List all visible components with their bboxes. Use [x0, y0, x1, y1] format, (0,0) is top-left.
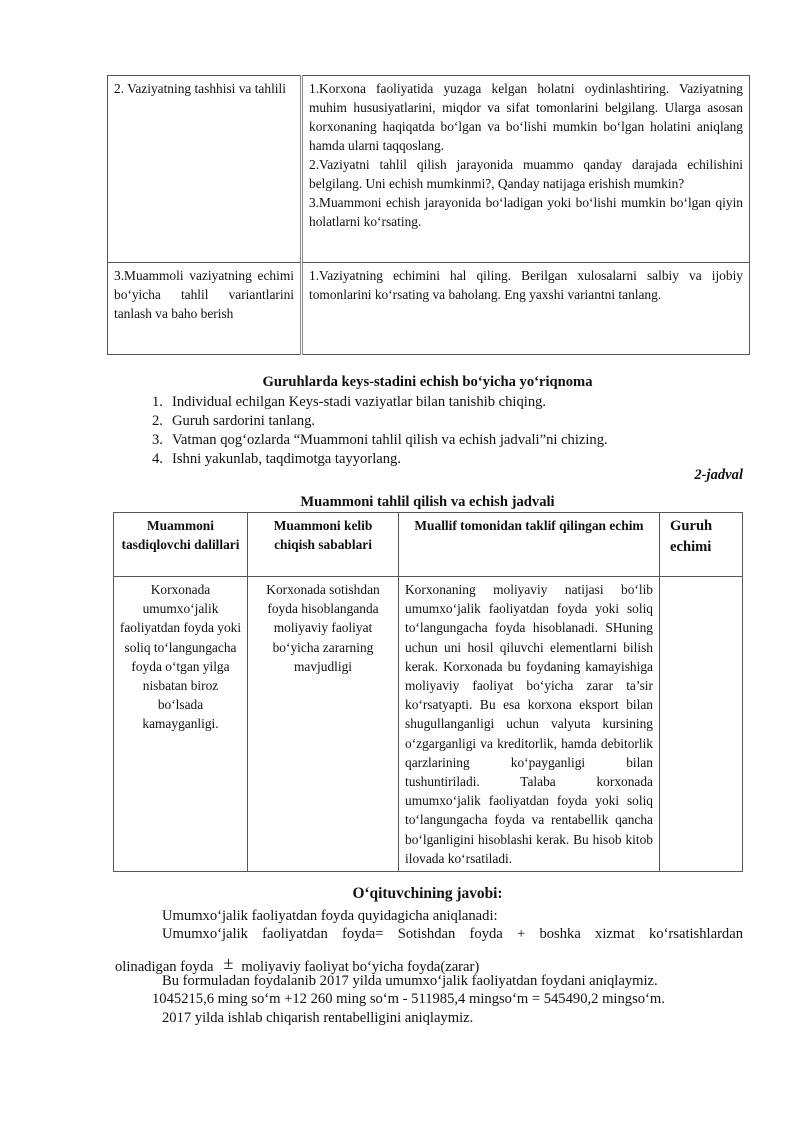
plus-minus-symbol: ±	[223, 953, 234, 973]
list-number: 4.	[152, 451, 163, 467]
list-item	[152, 431, 608, 450]
list-text: Ishni yakunlab, taqdimotga tayyorlang.	[172, 451, 401, 467]
table-label: 2-jadval	[694, 467, 743, 483]
list-item	[152, 393, 608, 412]
answer-paragraph: Umumxo‘jalik faoliyatdan foyda quyidagicha aniqlanadi:	[162, 908, 498, 924]
causes-cell: Korxonada sotishdan foyda hisoblanganda moliyaviy faoliyat bo‘yicha zararning mavjudligi	[248, 577, 399, 872]
step-paragraph: 1.Vaziyatning echimini hal qiling. Berilgan xulosalarni salbiy va ijobiy tomonlarini ko‘rsating va baholang. Eng yaxshi variantni tanlang.	[309, 268, 743, 302]
step-description-cell	[302, 76, 750, 263]
step-paragraph: 2.Vaziyatni tahlil qilish jarayonida muammo qanday darajada echilishini belgilang. Uni echish mumkinmi?, Qanday natijaga erishish mumkin?	[309, 157, 743, 191]
table-row	[108, 76, 750, 263]
step-name: 3.Muammoli vaziyatning echimi bo‘yicha tahlil variantlarini tanlash va baho berish	[114, 268, 294, 321]
formula-calculation: 1045215,6 ming so‘m +12 260 ming so‘m - 511985,4 mingso‘m = 545490,2 mingso‘m.	[152, 991, 665, 1007]
step-name-cell	[108, 76, 302, 263]
list-text: Individual echilgan Keys-stadi vaziyatlar bilan tanishib chiqing.	[172, 394, 547, 410]
guide-title: Guruhlarda keys-stadini echish bo‘yicha yo‘riqnoma	[262, 374, 593, 390]
answer-title: O‘qituvchining javobi:	[352, 885, 503, 902]
step-name-cell	[108, 263, 302, 355]
author-solution-cell: Korxonaning moliyaviy natijasi bo‘lib umumxo‘jalik faoliyatdan foyda yoki soliq to‘langungacha foyda hisoblanadi. SHuning uchun uni hosil qiluvchi elementlarni bilish kerak. Korxonada bu foydaning kamayishiga moliyaviy faoliyat bo‘yicha zarar ta’sir ko‘rsatyapti. Bu esa korxona eksport bilan shugullanganligi uchun valyuta kursining o‘zgarganligi va kreditorlik, hamda debitorlik qarzlarining ko‘payganligi bilan tushuntiriladi. Talaba korxonada umumxo‘jalik faoliyatdan foyda yoki soliq to‘langungacha foyda va rentabellik qancha bo‘lganligini hisoblashi kerak. Bu hisob kitob ilovada ko‘rsatiladi.	[399, 577, 660, 872]
step-paragraph: 3.Muammoni echish jarayonida bo‘ladigan yoki bo‘lishi mumkin bo‘lgan qiyin holatlarni ko‘rsating.	[309, 195, 743, 229]
table-header-row	[114, 513, 743, 577]
answer-paragraph: 2017 yilda ishlab chiqarish rentabelligini aniqlaymiz.	[162, 1010, 474, 1026]
list-text: Guruh sardorini tanlang.	[172, 413, 316, 429]
answer-text: olinadigan foyda	[115, 959, 214, 975]
answer-paragraph: Umumxo‘jalik faoliyatdan foyda= Sotishdan foyda + boshka xizmat ko‘rsatishlardan	[162, 926, 743, 942]
answer-paragraph: Bu formuladan foydalanib 2017 yilda umumxo‘jalik faoliyatdan foydani aniqlaymiz.	[162, 973, 658, 989]
table-title: Muammoni tahlil qilish va echish jadvali	[300, 494, 555, 510]
guide-list	[152, 393, 608, 469]
table-row	[114, 577, 743, 872]
list-number: 3.	[152, 432, 163, 448]
problem-analysis-table	[113, 512, 743, 872]
table-row	[108, 263, 750, 355]
header-author-solution: Muallif tomonidan taklif qilingan echim	[399, 513, 660, 577]
list-text: Vatman qog‘ozlarda “Muammoni tahlil qilish va echish jadvali”ni chizing.	[172, 432, 608, 448]
header-group-solution: Guruh echimi	[660, 513, 743, 577]
answer-text: moliyaviy faoliyat bo‘yicha foyda(zarar)	[241, 959, 480, 975]
group-solution-cell	[660, 577, 743, 872]
list-item	[152, 450, 608, 469]
step-paragraph: 1.Korxona faoliyatida yuzaga kelgan holatni oydinlashtiring. Vaziyatning muhim hususiyatlarini, miqdor va sifat tomonlarini belgilang. Ularga asosan korxonaning haqiqatda bo‘lgan va bo‘lishi mumkin bo‘lgan holatini aniqlang hamda ularni taqqoslang.	[309, 81, 743, 153]
header-evidence: Muammoni tasdiqlovchi dalillari	[114, 513, 248, 577]
case-steps-table	[107, 75, 750, 355]
evidence-cell: Korxonada umumxo‘jalik faoliyatdan foyda yoki soliq to‘langungacha foyda o‘tgan yilga nisbatan biroz bo‘lsada kamayganligi.	[114, 577, 248, 872]
header-causes: Muammoni kelib chiqish sabablari	[248, 513, 399, 577]
step-description-cell	[302, 263, 750, 355]
step-name: 2. Vaziyatning tashhisi va tahlili	[114, 81, 286, 96]
list-item	[152, 412, 608, 431]
list-number: 1.	[152, 394, 163, 410]
list-number: 2.	[152, 413, 163, 429]
